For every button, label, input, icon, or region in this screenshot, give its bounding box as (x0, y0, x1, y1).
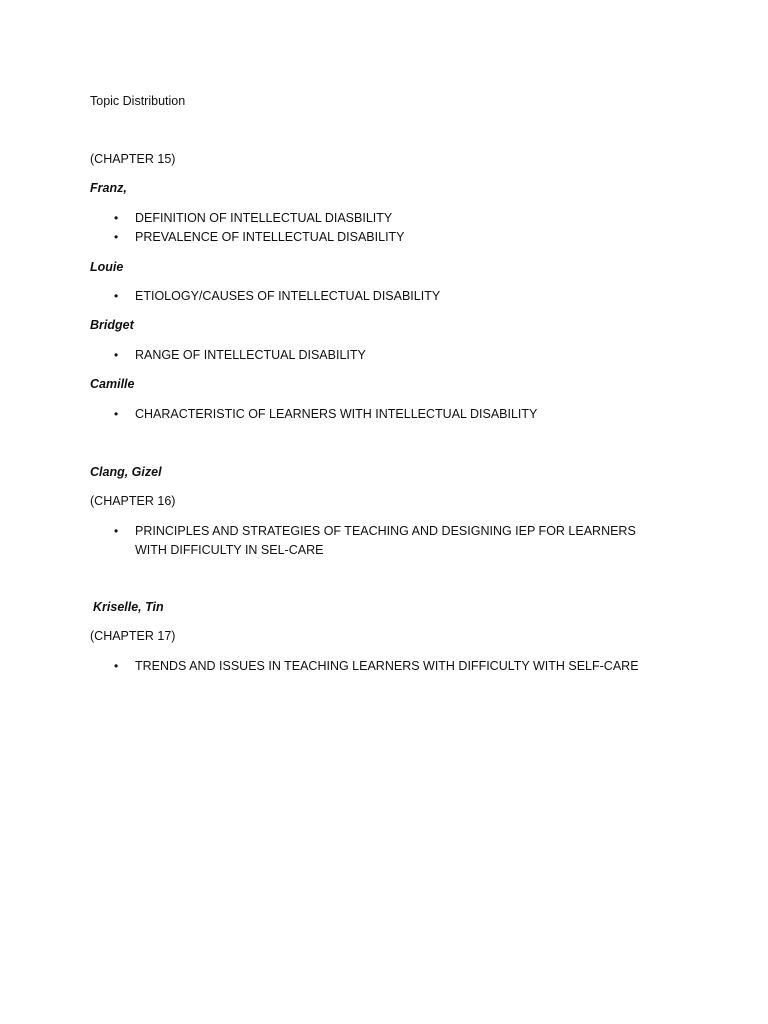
bullet-icon: • (114, 348, 119, 362)
bullet-icon: • (114, 289, 119, 303)
assignee-franz: Franz, (90, 181, 127, 195)
topic-text: PREVALENCE OF INTELLECTUAL DISABILITY (135, 230, 405, 244)
bullet-icon: • (114, 407, 119, 421)
topic-text: PRINCIPLES AND STRATEGIES OF TEACHING AND DESIGNING IEP FOR LEARNERS WITH DIFFICULTY IN SEL-CARE (135, 524, 636, 557)
bullet-icon: • (114, 230, 119, 244)
assignee-clang-gizel: Clang, Gizel (90, 465, 162, 479)
topic-text: TRENDS AND ISSUES IN TEACHING LEARNERS WITH DIFFICULTY WITH SELF-CARE (135, 659, 639, 673)
chapter-16-heading: (CHAPTER 16) (90, 494, 176, 508)
assignee-louie: Louie (90, 260, 124, 274)
assignee-bridget: Bridget (90, 318, 134, 332)
bullet-icon: • (114, 524, 119, 538)
list-item (114, 522, 644, 562)
chapter-15-heading: (CHAPTER 15) (90, 152, 176, 166)
assignee-camille: Camille (90, 377, 135, 391)
topic-text: CHARACTERISTIC OF LEARNERS WITH INTELLECTUAL DISABILITY (135, 407, 538, 421)
topic-text: DEFINITION OF INTELLECTUAL DIASBILITY (135, 211, 393, 225)
bullet-icon: • (114, 211, 119, 225)
topic-text: ETIOLOGY/CAUSES OF INTELLECTUAL DISABILITY (135, 289, 441, 303)
chapter-17-heading: (CHAPTER 17) (90, 629, 176, 643)
assignee-kriselle-tin: Kriselle, Tin (93, 600, 164, 614)
topic-text: RANGE OF INTELLECTUAL DISABILITY (135, 348, 366, 362)
document-title: Topic Distribution (90, 94, 186, 108)
bullet-icon: • (114, 659, 119, 673)
